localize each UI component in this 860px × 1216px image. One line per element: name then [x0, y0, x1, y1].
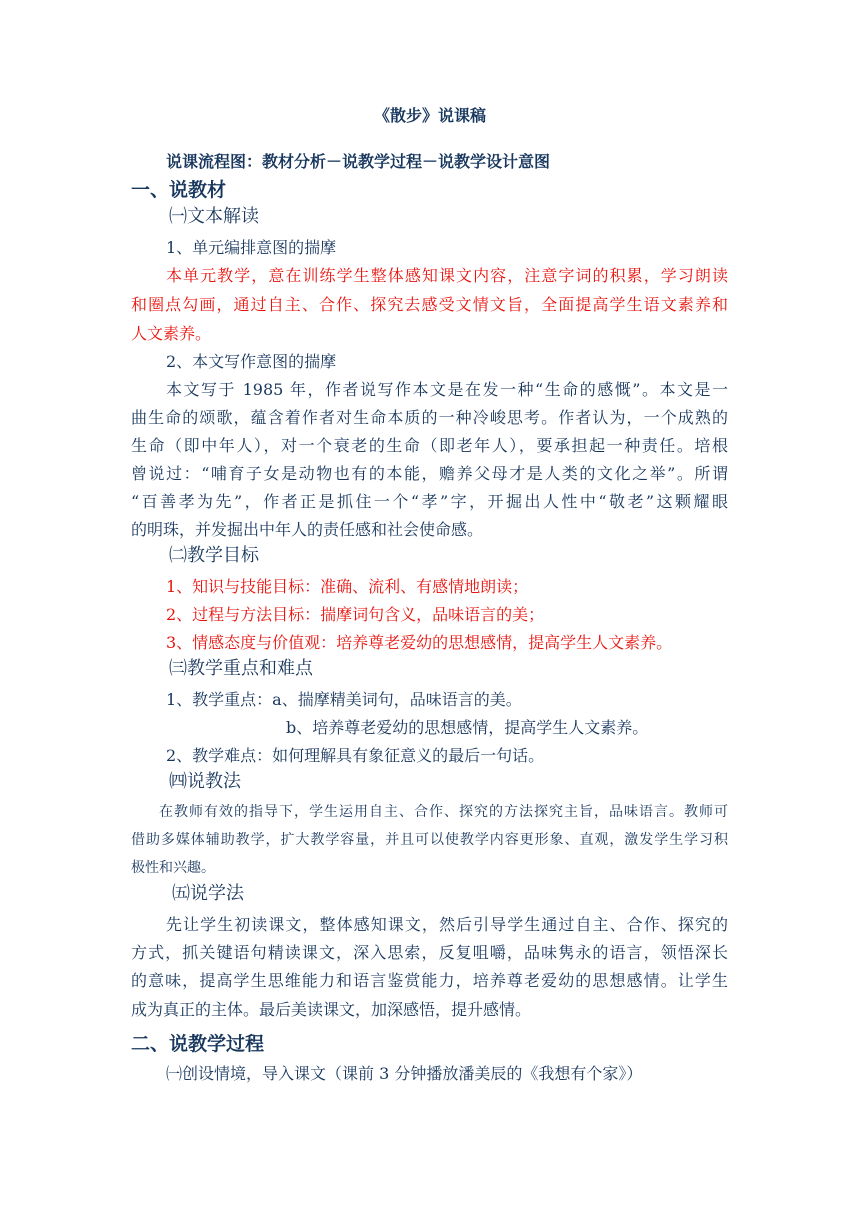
subsection-2-heading: ㈡教学目标 — [169, 545, 259, 566]
process-item-1: ㈠创设情境，导入课文（课前 3 分钟播放潘美辰的《我想有个家》） — [166, 1064, 643, 1083]
section-1-heading: 一、说教材 — [131, 179, 227, 201]
difficulty: 2、教学难点：如何理解具有象征意义的最后一句话。 — [166, 746, 545, 765]
item-unit-intent: 1、单元编排意图的揣摩 — [166, 238, 337, 257]
flow-chart-line: 说课流程图：教材分析－说教学过程－说教学设计意图 — [166, 152, 551, 171]
key-point-2: b、培养尊老爱幼的思想感情，提高学生人文素养。 — [286, 718, 649, 737]
item-writing-intent: 2、本文写作意图的揣摩 — [166, 352, 337, 371]
subsection-5-heading: ㈤说学法 — [172, 883, 244, 904]
subsection-4-heading: ㈣说教法 — [169, 771, 241, 792]
subsection-1-heading: ㈠文本解读 — [169, 206, 259, 227]
key-point-1: 1、教学重点：a、揣摩精美词句，品味语言的美。 — [166, 690, 522, 709]
page-title: 《散步》说课稿 — [373, 106, 486, 125]
subsection-3-heading: ㈢教学重点和难点 — [169, 658, 313, 679]
section-2-heading: 二、说教学过程 — [131, 1033, 265, 1055]
